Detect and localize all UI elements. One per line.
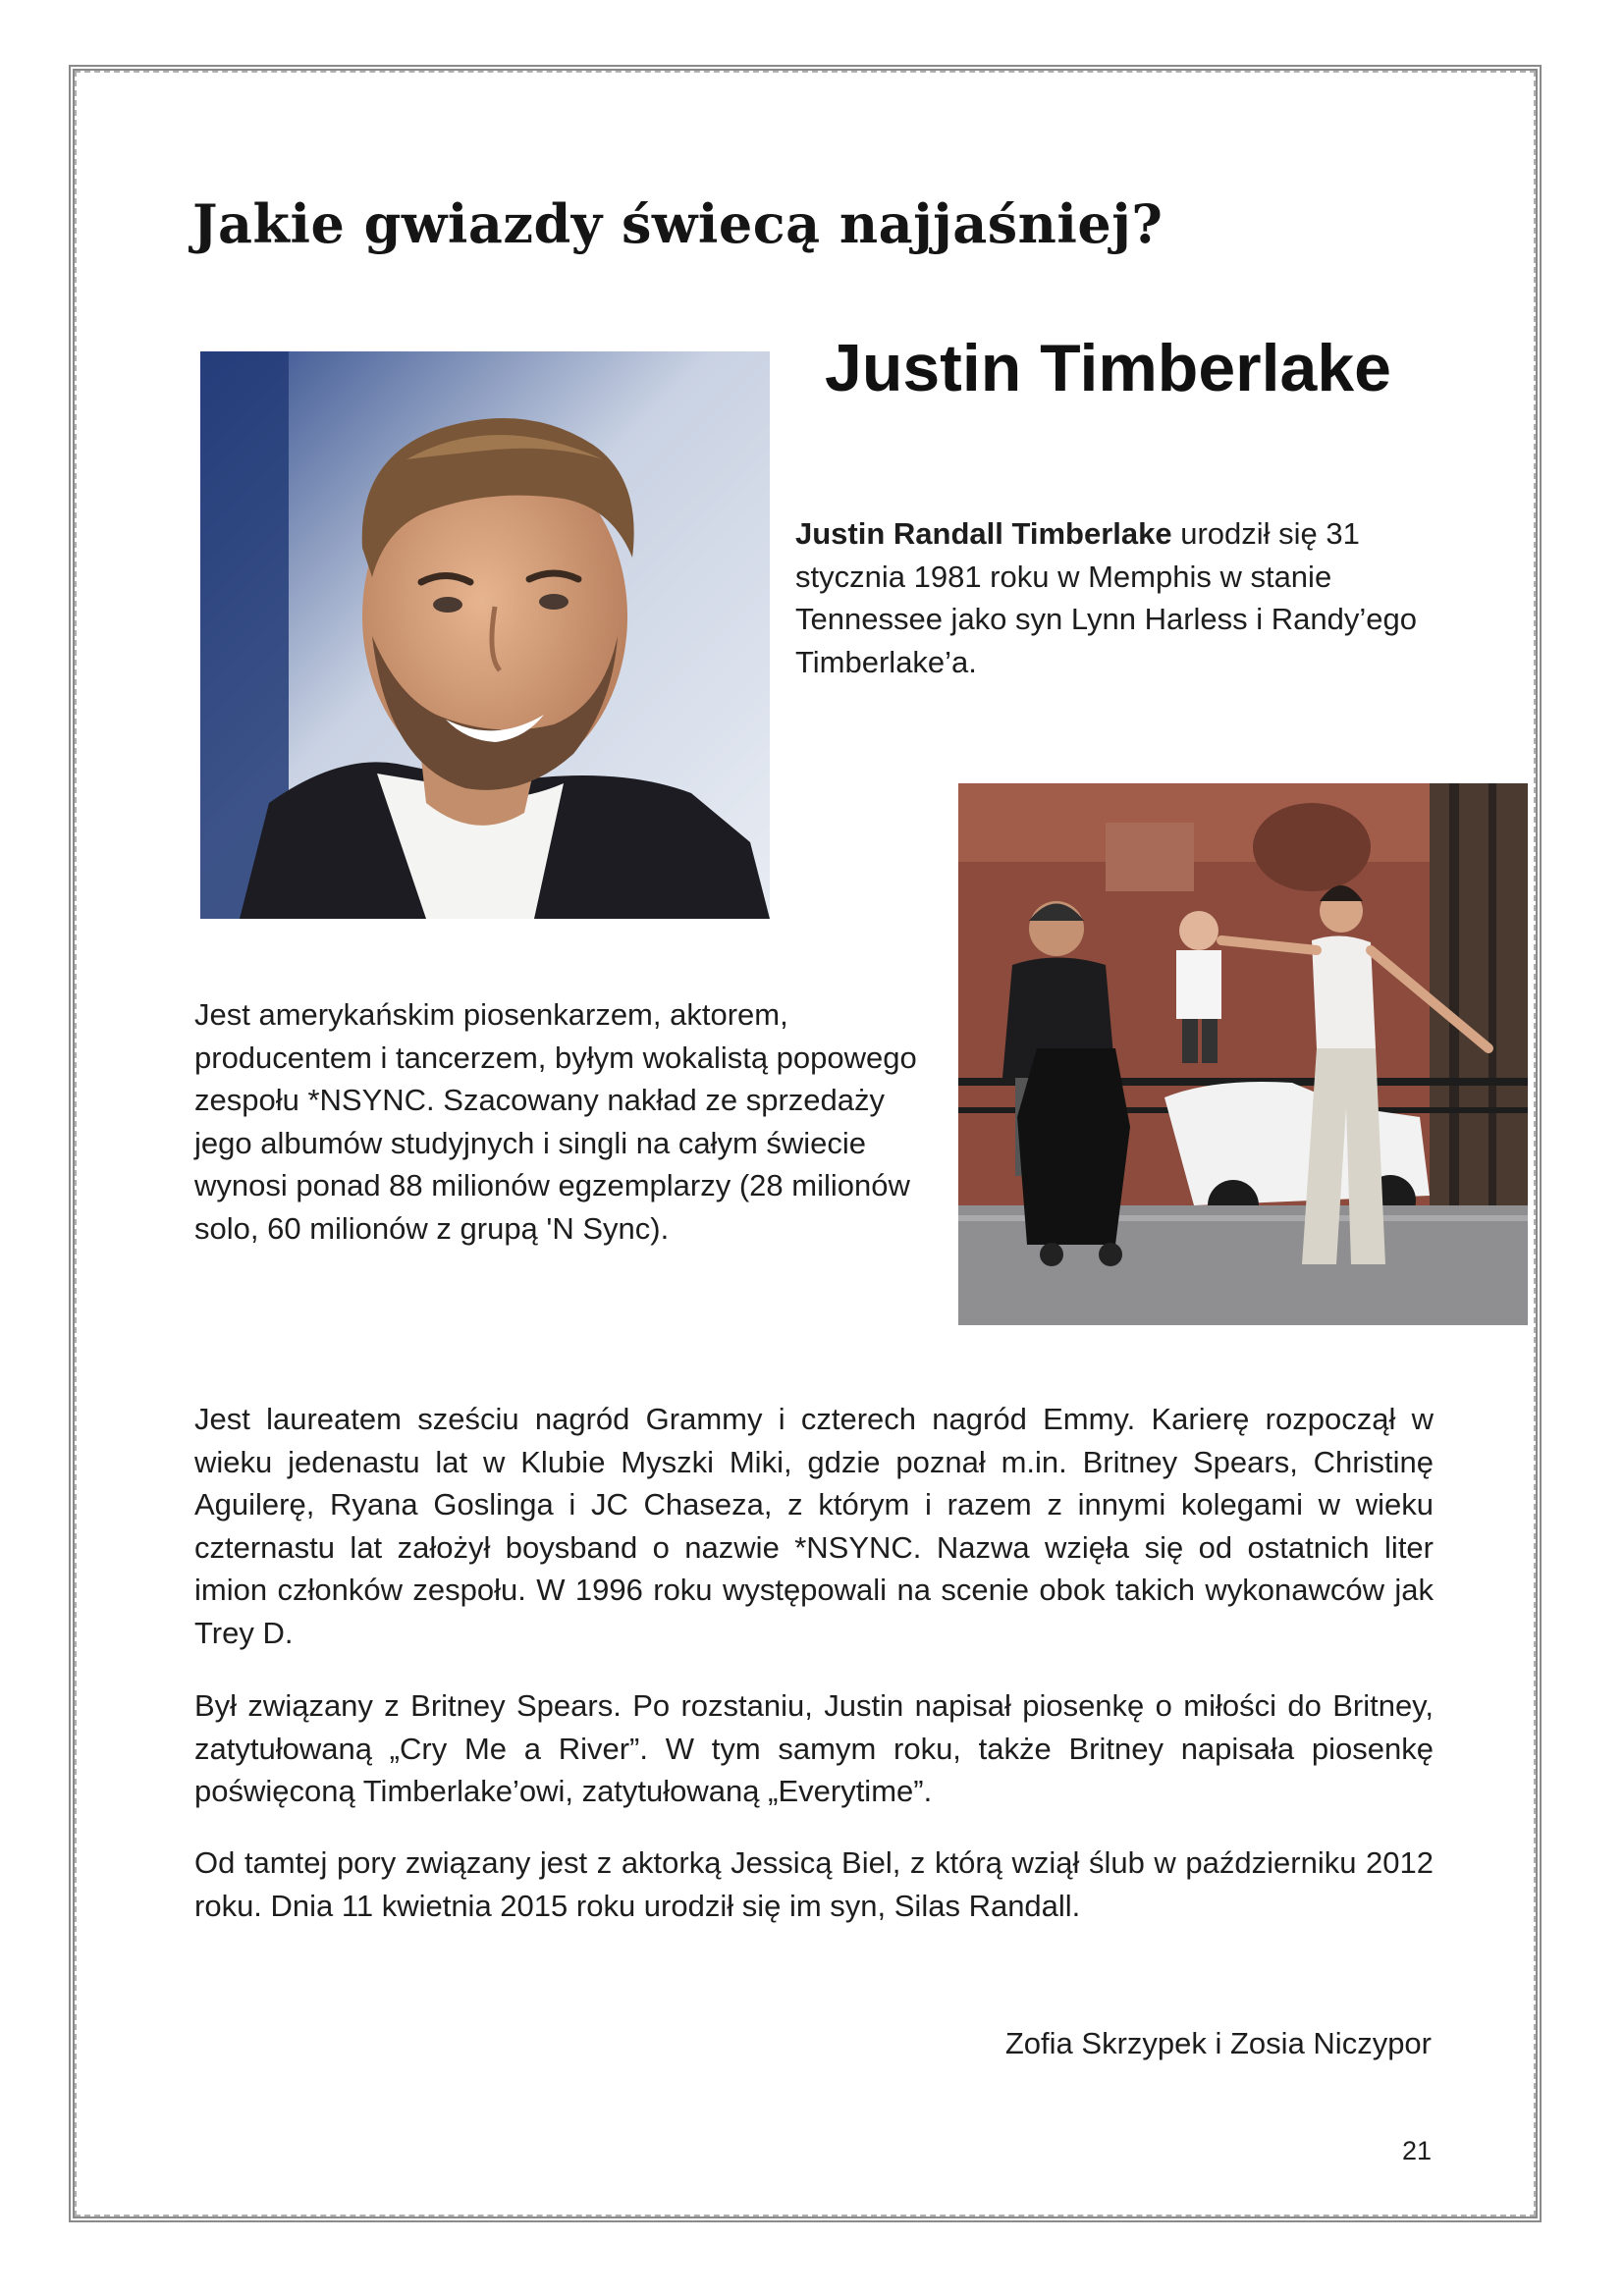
- family-photo-illustration: [958, 783, 1528, 1325]
- intro-text: [795, 512, 1424, 683]
- paragraph-jessica: Od tamtej pory związany jest z aktorką Jessicą Biel, z którą wziął ślub w październiku 2012 roku. Dnia 11 kwietnia 2015 roku urodził się im syn, Silas Randall.: [194, 1845, 1434, 1923]
- page-number: 21: [1401, 2136, 1432, 2165]
- intro-bold-name: Justin Randall Timberlake: [795, 516, 1172, 551]
- portrait-photo: [200, 351, 770, 919]
- paragraph-awards: Jest laureatem sześciu nagród Grammy i czterech nagród Emmy. Karierę rozpoczął w wieku jedenastu lat w Klubie Myszki Miki, gdzie poznał m.in. Britney Spears, Christinę Aguilerę, Ryana Goslinga i JC Chaseza, z którym i razem z innymi kolegami w wieku czternastu lat założył boysband o nazwie *NSYNC. Nazwa wzięła się od ostatnich liter imion członków zespołu. W 1996 roku występowali na scenie obok takich wykonawców jak Trey D.: [194, 1402, 1434, 1650]
- career-text: Jest amerykańskim piosenkarzem, aktorem, producentem i tancerzem, byłym wokalistą popowego zespołu *NSYNC. Szacowany nakład ze sprzedaży jego albumów studyjnych i singli na całym świecie wynosi ponad 88 milionów egzemplarzy (28 milionów solo, 60 milionów z grupą 'N Sync).: [194, 997, 917, 1246]
- article-heading: Justin Timberlake: [825, 331, 1391, 405]
- family-photo: [958, 783, 1528, 1325]
- paragraph-britney: Był związany z Britney Spears. Po rozstaniu, Justin napisał piosenkę o miłości do Britney, zatytułowaną „Cry Me a River”. W tym samym roku, także Britney napisała piosenkę poświęconą Timberlake’owi, zatytułowaną „Everytime”.: [194, 1688, 1434, 1808]
- portrait-photo-illustration: [200, 351, 770, 919]
- intro-rest: urodził się 31 stycznia 1981 roku w Memphis w stanie Tennessee jako syn Lynn Harless i Randy’ego Timberlake’a.: [795, 516, 1417, 679]
- section-title: Jakie gwiazdy świecą najjaśniej?: [192, 192, 1164, 255]
- authors: Zofia Skrzypek i Zosia Niczypor: [1004, 2026, 1432, 2060]
